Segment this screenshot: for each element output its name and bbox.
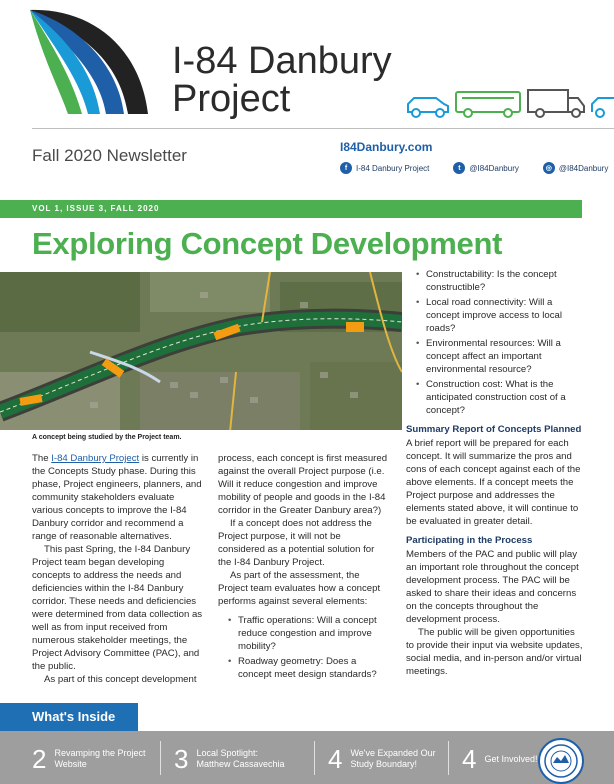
twitter-icon: t [453, 162, 465, 174]
inside-item-label: Local Spotlight: Matthew Cassavechia [196, 748, 285, 769]
list-item: • Local road connectivity: Will a concept improve access to local roads? [416, 296, 584, 335]
article-headline: Exploring Concept Development [32, 226, 503, 261]
participating-heading: Participating in the Process [406, 535, 533, 546]
aerial-map-graphic [0, 272, 402, 430]
inside-item-get-involved[interactable] [462, 743, 544, 775]
seal-graphic [543, 743, 579, 779]
facebook-label: I-84 Danbury Project [356, 163, 430, 173]
instagram-icon: ◎ [543, 162, 555, 174]
inside-item-website[interactable] [32, 743, 152, 775]
issue-label: VOL 1, ISSUE 3, FALL 2020 [32, 204, 160, 213]
ctdot-seal-icon [538, 738, 584, 784]
inside-item-label: Get Involved! [484, 753, 538, 764]
twitter-link[interactable] [453, 162, 518, 174]
col2-paragraph-2: If a concept does not address the Project purpose, it will not be considered as a potential solution for the I-84 Danbury Project. [218, 518, 375, 568]
list-item: • Environmental resources: Will a concept affect an important environmental resource? [416, 337, 584, 376]
article-column-3 [406, 268, 584, 678]
vehicles-illustration-icon [400, 84, 614, 120]
newsletter-edition: Fall 2020 Newsletter [32, 146, 187, 165]
list-item: • Traffic operations: Will a concept reduce congestion and improve mobility? [228, 614, 390, 653]
website-link[interactable]: I84Danbury.com [340, 140, 433, 154]
inside-divider [448, 741, 449, 775]
summary-report-heading: Summary Report of Concepts Planned [406, 424, 582, 435]
inside-item-page: 3 [174, 743, 189, 774]
list-item: • Construction cost: What is the anticipated construction cost of a concept? [416, 378, 584, 417]
inside-divider [160, 741, 161, 775]
article-column-2 [218, 452, 390, 683]
twitter-label: @I84Danbury [469, 163, 519, 173]
facebook-icon: f [340, 162, 352, 174]
issue-bar [0, 200, 582, 218]
header-divider [32, 128, 614, 129]
project-title [172, 42, 392, 118]
participating-paragraph-2: The public will be given opportunities to provide their input via website updates, social media, and in-person and/or virtual meetings. [406, 627, 583, 677]
inside-item-spotlight[interactable] [174, 743, 294, 775]
map-caption: A concept being studied by the Project team. [32, 434, 182, 441]
inside-item-boundary[interactable] [328, 743, 448, 775]
col1-paragraph-1: The I-84 Danbury Project is currently in the Concepts Study phase. During this phase, Project engineers, planners, and community stakeholders evaluate various concepts to improve the I-84 Danbury corridor and recommend a range of reasonable alternatives. [32, 453, 202, 542]
whats-inside-bar [0, 731, 614, 784]
facebook-link[interactable] [340, 162, 429, 174]
article-column-1 [32, 452, 204, 686]
col2-paragraph-1: process, each concept is first measured against the overall Project purpose (i.e. Will it reduce congestion and improve mobility of people and goods in the I-84 corridor in the Greater Danbury area?) [218, 453, 388, 516]
project-link[interactable]: I-84 Danbury Project [51, 453, 140, 464]
elements-list [228, 614, 390, 681]
instagram-label: @I84Danbury [558, 163, 609, 173]
inside-item-label: Revamping the Project Website [54, 748, 146, 769]
inside-item-page: 4 [462, 743, 477, 774]
inside-divider [314, 741, 315, 775]
inside-item-page: 2 [32, 743, 47, 774]
social-links [340, 162, 614, 174]
elements-list-continued [416, 268, 584, 417]
col1-paragraph-2: This past Spring, the I-84 Danbury Project team began developing concepts to address the needs and deficiencies within the I-84 Danbury corridor. These needs and deficiencies were determined from data collection as well as from input received from numerous stakeholder meetings, the Project Advisory Committee (PAC), and the public. [32, 544, 203, 672]
summary-report-paragraph: A brief report will be prepared for each concept. It will summarize the pros and cons of each concept against each of the above elements. If a concept meets the Project purpose and addresses the elements stated above, it will continue to be evaluated in greater detail. [406, 438, 581, 527]
title-line-2: Project [172, 78, 291, 120]
project-logo-swoosh-icon [20, 6, 155, 118]
list-item: • Roadway geometry: Does a concept meet design standards? [228, 655, 390, 681]
whats-inside-tab [0, 703, 138, 731]
col2-paragraph-3: As part of the assessment, the Project team evaluates how a concept performs against several elements: [218, 570, 381, 607]
concept-aerial-map [0, 272, 402, 430]
whats-inside-title: What's Inside [32, 709, 116, 724]
inside-item-label: We've Expanded Our Study Boundary! [350, 748, 436, 769]
instagram-link[interactable] [543, 162, 608, 174]
inside-item-page: 4 [328, 743, 343, 774]
masthead [0, 0, 614, 200]
col1-paragraph-3: As part of this concept development [44, 674, 197, 685]
participating-paragraph-1: Members of the PAC and public will play an important role throughout the concept development process. The PAC will be asked to share their ideas and concerns on the concepts throughout the development process. [406, 549, 579, 625]
list-item: • Constructability: Is the concept constructible? [416, 268, 584, 294]
title-line-1: I-84 Danbury [172, 40, 392, 82]
